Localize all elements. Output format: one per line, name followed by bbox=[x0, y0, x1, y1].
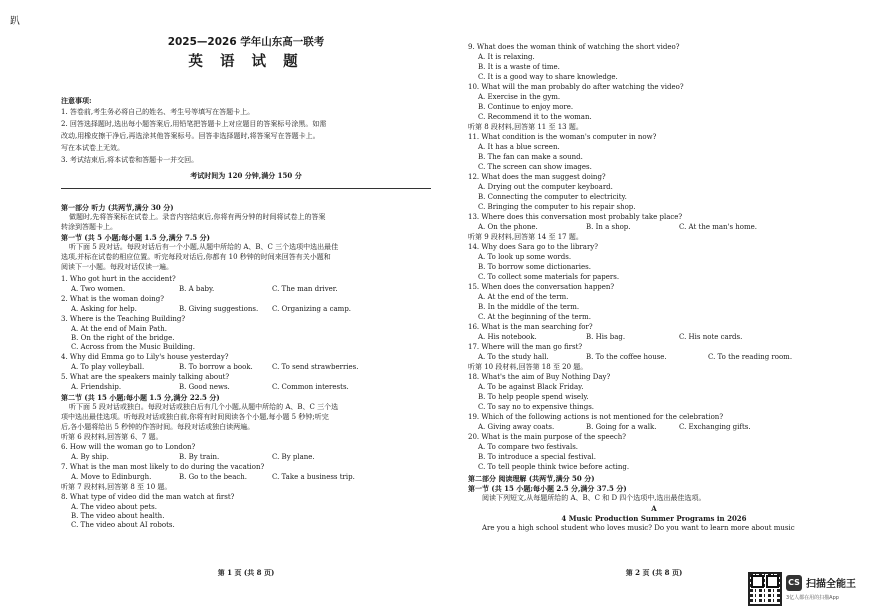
option: C. At the beginning of the term. bbox=[478, 313, 591, 321]
question-stem: 18. What's the aim of Buy Nothing Day? bbox=[468, 373, 611, 381]
question-stem: 12. What does the man suggest doing? bbox=[468, 173, 606, 181]
question-stem: 14. Why does Sara go to the library? bbox=[468, 243, 599, 251]
option: A. Move to Edinburgh. bbox=[71, 473, 152, 481]
subject-title: 英 语 试 题 bbox=[188, 54, 304, 70]
question-stem: 17. Where will the man go first? bbox=[468, 343, 583, 351]
option: C. His note cards. bbox=[679, 333, 743, 341]
question-stem: 16. What is the man searching for? bbox=[468, 323, 593, 331]
option: A. To the study hall. bbox=[478, 353, 549, 361]
option: C. Recommend it to the woman. bbox=[478, 113, 592, 121]
option: B. To the coffee house. bbox=[586, 353, 667, 361]
question-stem: 5. What are the speakers mainly talking about? bbox=[61, 373, 230, 381]
option: C. To tell people think twice before acting. bbox=[478, 463, 630, 471]
option: B. To borrow some dictionaries. bbox=[478, 263, 591, 271]
scanner-tagline: 3亿人都在用的扫描App bbox=[786, 595, 839, 601]
corner-mark: 趴 bbox=[10, 16, 20, 27]
option: C. To the reading room. bbox=[708, 353, 793, 361]
option: A. It has a blue screen. bbox=[478, 143, 560, 151]
section1-intro: 阅读下一小题。每段对话仅读一遍。 bbox=[61, 263, 173, 271]
material-note: 听第 8 段材料,回答第 11 至 13 题。 bbox=[468, 123, 583, 131]
option: A. Exercise in the gym. bbox=[478, 93, 561, 101]
notice-line: 1. 答卷前,考生务必将自己的姓名、考生号等填写在答题卡上。 bbox=[61, 108, 255, 116]
passage-title: 4 Music Production Summer Programs in 2026 bbox=[561, 514, 747, 523]
notice-line: 改动,用橡皮擦干净后,再选涂其他答案标号。回答非选择题时,将答案写在答题卡上。 bbox=[61, 132, 320, 140]
part1-intro: 转涂到答题卡上。 bbox=[61, 223, 117, 231]
option: B. To borrow a book. bbox=[179, 363, 253, 371]
option: A. To be against Black Friday. bbox=[478, 383, 584, 391]
option: A. To look up some words. bbox=[478, 253, 572, 261]
question-stem: 3. Where is the Teaching Building? bbox=[61, 315, 186, 323]
question-stem: 20. What is the main purpose of the speech? bbox=[468, 433, 627, 441]
option: B. On the right of the bridge. bbox=[71, 334, 175, 342]
notice-line: 写在本试卷上无效。 bbox=[61, 144, 124, 152]
option: B. Giving suggestions. bbox=[179, 305, 259, 313]
section1-title: 第一节 (共 5 小题;每小题 1.5 分,满分 7.5 分) bbox=[61, 233, 210, 242]
option: B. A baby. bbox=[179, 285, 215, 293]
qr-code bbox=[748, 572, 782, 606]
notice-line: 2. 回答选择题时,选出每小题答案后,用铅笔把答题卡上对应题目的答案标号涂黑。如需 bbox=[61, 120, 327, 128]
option: C. To say no to expensive things. bbox=[478, 403, 595, 411]
notice-title: 注意事项: bbox=[61, 96, 92, 105]
option: A. Two women. bbox=[71, 285, 126, 293]
option: C. Take a business trip. bbox=[272, 473, 355, 481]
option: B. His bag. bbox=[586, 333, 626, 341]
option: B. To help people spend wisely. bbox=[478, 393, 589, 401]
question-stem: 11. What condition is the woman's computer in now? bbox=[468, 133, 657, 141]
option: B. Go to the beach. bbox=[179, 473, 248, 481]
option: C. Organizing a camp. bbox=[272, 305, 352, 313]
option: C. It is a good way to share knowledge. bbox=[478, 73, 618, 81]
option: C. The video about AI robots. bbox=[71, 521, 175, 529]
option: A. It is relaxing. bbox=[478, 53, 535, 61]
exam-title: 2025—2026 学年山东高一联考 bbox=[167, 36, 325, 48]
camscanner-logo-icon: CS bbox=[786, 575, 802, 591]
page-footer: 第 2 页 (共 8 页) bbox=[625, 568, 683, 577]
option: C. To collect some materials for papers. bbox=[478, 273, 620, 281]
scanner-brand-name: 扫描全能王 bbox=[806, 579, 856, 590]
option: B. The video about health. bbox=[71, 512, 165, 520]
page-footer: 第 1 页 (共 8 页) bbox=[217, 568, 275, 577]
option: A. Giving away coats. bbox=[478, 423, 555, 431]
question-stem: 6. How will the woman go to London? bbox=[61, 443, 196, 451]
passage-letter: A bbox=[651, 504, 657, 513]
section2-title: 第二节 (共 15 小题;每小题 1.5 分,满分 22.5 分) bbox=[61, 393, 220, 402]
section1-intro: 选项,并标在试卷的相应位置。听完每段对话后,你都有 10 秒钟的时间来回答有关小题和 bbox=[61, 253, 331, 261]
option: B. Going for a walk. bbox=[586, 423, 657, 431]
material-note: 听第 9 段材料,回答第 14 至 17 题。 bbox=[468, 233, 583, 241]
page-1 bbox=[61, 0, 431, 614]
option: C. At the man's home. bbox=[679, 223, 758, 231]
section2-intro: 项中选出最佳选项。听每段对话或独白前,你将有时间阅读各个小题,每小题 5 秒钟;听完 bbox=[61, 413, 329, 421]
option: A. On the phone. bbox=[478, 223, 538, 231]
option: C. Across from the Music Building. bbox=[71, 343, 195, 351]
time-note: 考试时间为 120 分钟,满分 150 分 bbox=[190, 171, 302, 180]
part2-title: 第二部分 阅读理解 (共两节,满分 50 分) bbox=[468, 474, 595, 483]
option: A. His notebook. bbox=[478, 333, 537, 341]
question-stem: 13. Where does this conversation most probably take place? bbox=[468, 213, 683, 221]
question-stem: 9. What does the woman think of watching the short video? bbox=[468, 43, 680, 51]
option: A. At the end of the term. bbox=[478, 293, 569, 301]
part2-section1-title: 第一节 (共 15 小题;每小题 2.5 分,满分 37.5 分) bbox=[468, 484, 627, 493]
option: A. To compare two festivals. bbox=[478, 443, 579, 451]
option: B. By train. bbox=[179, 453, 220, 461]
question-stem: 19. Which of the following actions is not mentioned for the celebration? bbox=[468, 413, 724, 421]
question-stem: 2. What is the woman doing? bbox=[61, 295, 164, 303]
option: B. Connecting the computer to electricity. bbox=[478, 193, 627, 201]
part1-title: 第一部分 听力 (共两节,满分 30 分) bbox=[61, 203, 174, 212]
option: C. Bringing the computer to his repair shop. bbox=[478, 203, 636, 211]
divider bbox=[61, 188, 431, 189]
option: A. Friendship. bbox=[71, 383, 122, 391]
question-stem: 8. What type of video did the man watch at first? bbox=[61, 493, 235, 501]
page-2 bbox=[468, 0, 840, 614]
option: A. Asking for help. bbox=[71, 305, 137, 313]
section2-intro: 后,各小题将给出 5 秒钟的作答时间。每段对话或独白读两遍。 bbox=[61, 423, 255, 431]
passage-text: Are you a high school student who loves music? Do you want to learn more about music bbox=[482, 524, 795, 532]
option: A. At the end of Main Path. bbox=[71, 325, 167, 333]
question-stem: 15. When does the conversation happen? bbox=[468, 283, 615, 291]
option: A. To play volleyball. bbox=[71, 363, 145, 371]
option: B. In a shop. bbox=[586, 223, 631, 231]
option: C. Exchanging gifts. bbox=[679, 423, 751, 431]
material-note: 听第 10 段材料,回答第 18 至 20 题。 bbox=[468, 363, 588, 371]
option: C. The man driver. bbox=[272, 285, 338, 293]
option: A. By ship. bbox=[71, 453, 109, 461]
question-stem: 10. What will the man probably do after watching the video? bbox=[468, 83, 684, 91]
material-note: 听第 6 段材料,回答第 6、7 题。 bbox=[61, 433, 163, 441]
section2-intro: 听下面 5 段对话或独白。每段对话或独白后有几个小题,从题中所给的 A、B、C 三个选 bbox=[69, 403, 339, 411]
option: C. Common interests. bbox=[272, 383, 349, 391]
option: B. It is a waste of time. bbox=[478, 63, 560, 71]
question-stem: 4. Why did Emma go to Lily's house yesterday? bbox=[61, 353, 229, 361]
option: C. By plane. bbox=[272, 453, 315, 461]
option: B. In the middle of the term. bbox=[478, 303, 580, 311]
part2-intro: 阅读下列短文,从每题所给的 A、B、C 和 D 四个选项中,选出最佳选项。 bbox=[482, 494, 706, 502]
option: B. Good news. bbox=[179, 383, 230, 391]
option: C. To send strawberries. bbox=[272, 363, 359, 371]
option: A. The video about pets. bbox=[71, 503, 157, 511]
question-stem: 7. What is the man most likely to do during the vacation? bbox=[61, 463, 265, 471]
question-stem: 1. Who got hurt in the accident? bbox=[61, 275, 176, 283]
option: C. The screen can show images. bbox=[478, 163, 592, 171]
option: B. The fan can make a sound. bbox=[478, 153, 583, 161]
option: A. Drying out the computer keyboard. bbox=[478, 183, 613, 191]
material-note: 听第 7 段材料,回答第 8 至 10 题。 bbox=[61, 483, 172, 491]
option: B. Continue to enjoy more. bbox=[478, 103, 574, 111]
section1-intro: 听下面 5 段对话。每段对话后有一个小题,从题中所给的 A、B、C 三个选项中选出最佳 bbox=[69, 243, 339, 251]
part1-intro: 做题时,先将答案标在试卷上。录音内容结束后,你将有两分钟的时间将试卷上的答案 bbox=[69, 213, 326, 221]
notice-line: 3. 考试结束后,将本试卷和答题卡一并交回。 bbox=[61, 156, 199, 164]
option: B. To introduce a special festival. bbox=[478, 453, 596, 461]
